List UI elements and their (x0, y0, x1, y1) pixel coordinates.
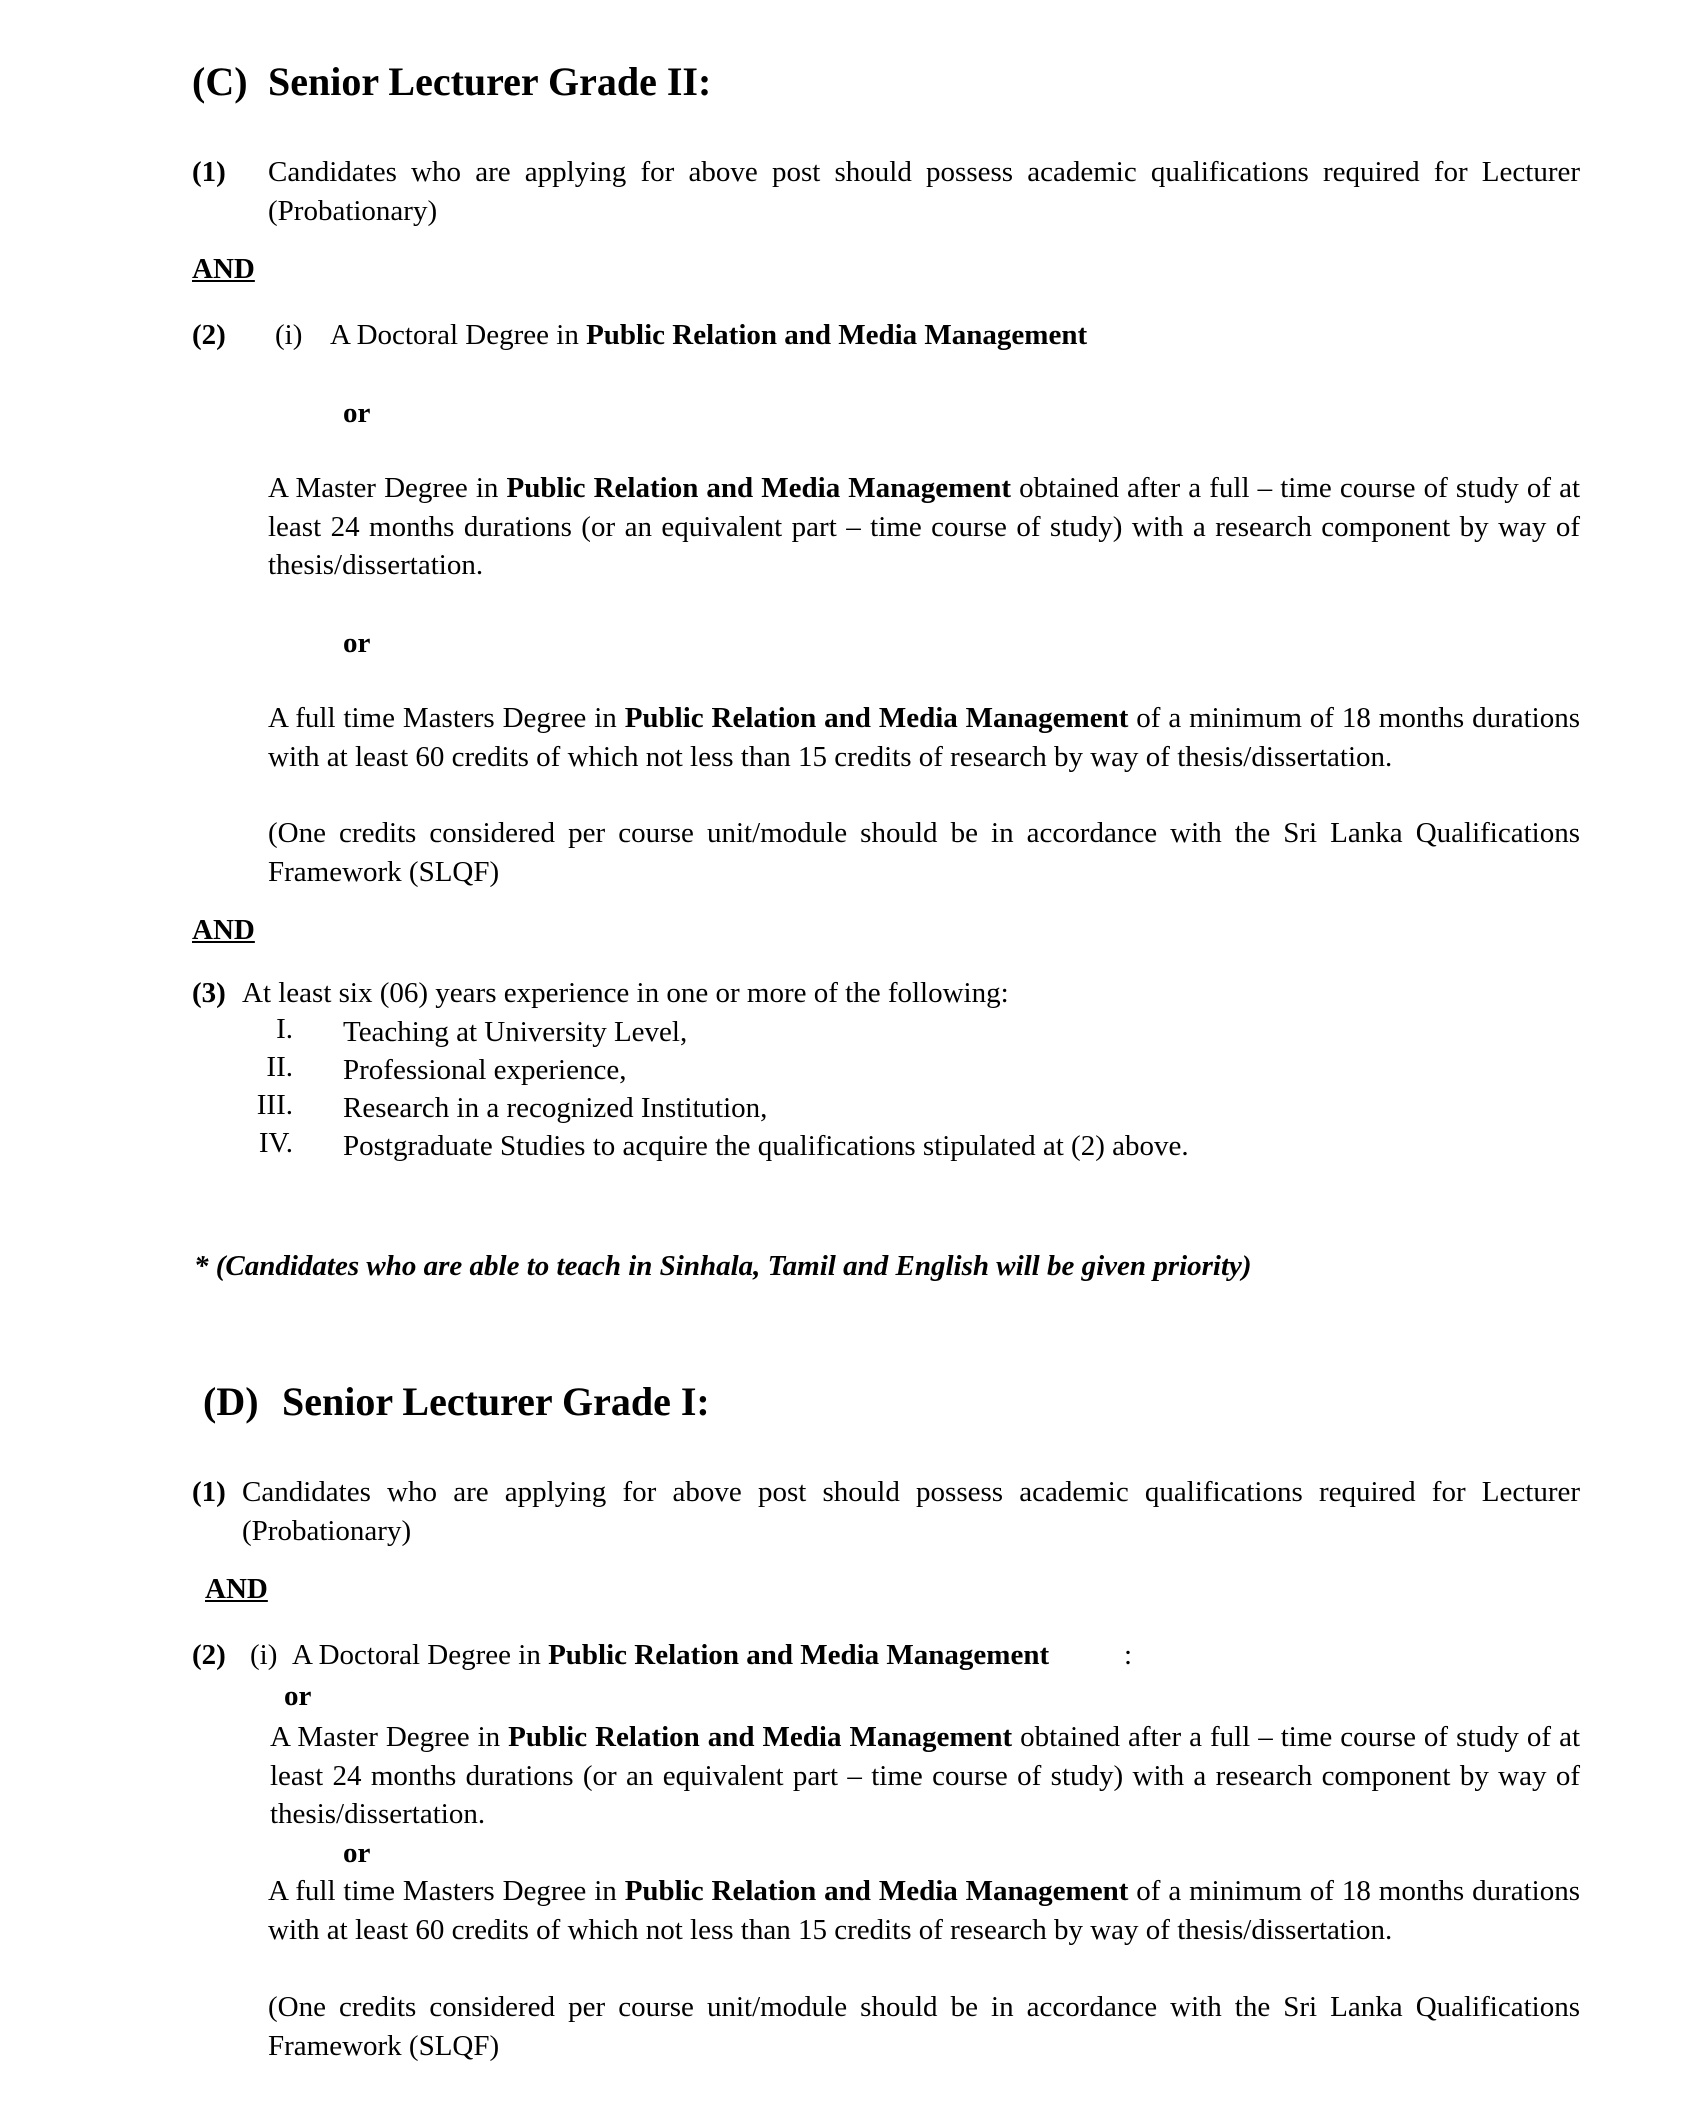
c-master-degree: A Master Degree in Public Relation and Media Management obtained after a full – time course of study of at least 24 months durations (or an equivalent part – time course of study) with a research component by way of thesis/dissertation. (268, 472, 1581, 581)
c-list-item-3: Research in a recognized Institution, (343, 1092, 768, 1124)
d-doctoral-colon: : (1124, 1639, 1133, 1671)
c-item2-number: (2) (192, 319, 226, 351)
d-item1-number: (1) (192, 1476, 226, 1508)
section-c-title: Senior Lecturer Grade II: (268, 59, 712, 104)
c-list-item-4: Postgraduate Studies to acquire the qualifications stipulated at (2) above. (343, 1130, 1189, 1162)
c-item2-sub-number: (i) (275, 319, 303, 351)
c-or-2: or (343, 627, 371, 659)
c-list-item-1: Teaching at University Level, (343, 1016, 688, 1048)
c-item1-text: Candidates who are applying for above post should possess academic qualifications required for Lecturer (Probationary) (268, 156, 1580, 227)
d-item1-text: Candidates who are applying for above post should possess academic qualifications required for Lecturer (Probationary) (242, 1476, 1580, 1547)
d-or-2: or (343, 1837, 371, 1869)
c-and-2: AND (192, 914, 255, 946)
c-list-roman-2: II. (266, 1051, 293, 1083)
d-or-1: or (284, 1680, 312, 1712)
d-credits-note: (One credits considered per course unit/module should be in accordance with the Sri Lanka Qualifications Framework (SLQF) (268, 1991, 1580, 2062)
c-or-1: or (343, 397, 371, 429)
d-doctoral-degree: A Doctoral Degree in Public Relation and Media Management (292, 1639, 1050, 1671)
c-credits-note: (One credits considered per course unit/module should be in accordance with the Sri Lanka Qualifications Framework (SLQF) (268, 817, 1580, 888)
d-and-1: AND (205, 1573, 268, 1605)
c-list-item-2: Professional experience, (343, 1054, 627, 1086)
c-doctoral-degree: A Doctoral Degree in Public Relation and Media Management (330, 319, 1088, 351)
c-fulltime-masters: A full time Masters Degree in Public Relation and Media Management of a minimum of 18 months durations with at least 60 credits of which not less than 15 credits of research by way of thesis/dissertation. (268, 702, 1580, 773)
c-item1-number: (1) (192, 156, 226, 188)
c-item3-number: (3) (192, 977, 226, 1009)
section-d-title: Senior Lecturer Grade I: (282, 1379, 710, 1424)
d-item2-sub-number: (i) (250, 1639, 278, 1671)
c-and-1: AND (192, 253, 255, 285)
section-d-letter: (D) (203, 1379, 259, 1424)
d-item2-number: (2) (192, 1639, 226, 1671)
c-list-roman-3: III. (256, 1089, 293, 1121)
c-list-roman-4: IV. (258, 1127, 293, 1159)
c-priority-note: * (Candidates who are able to teach in Sinhala, Tamil and English will be given priority) (194, 1250, 1252, 1282)
c-list-roman-1: I. (276, 1013, 293, 1045)
d-master-degree: A Master Degree in Public Relation and Media Management obtained after a full – time course of study of at least 24 months durations (or an equivalent part – time course of study) with a research component by way of thesis/dissertation. (270, 1721, 1580, 1830)
d-fulltime-masters: A full time Masters Degree in Public Relation and Media Management of a minimum of 18 months durations with at least 60 credits of which not less than 15 credits of research by way of thesis/dissertation. (268, 1875, 1580, 1946)
section-c-letter: (C) (192, 59, 248, 104)
c-item3-text: At least six (06) years experience in one or more of the following: (242, 977, 1009, 1009)
